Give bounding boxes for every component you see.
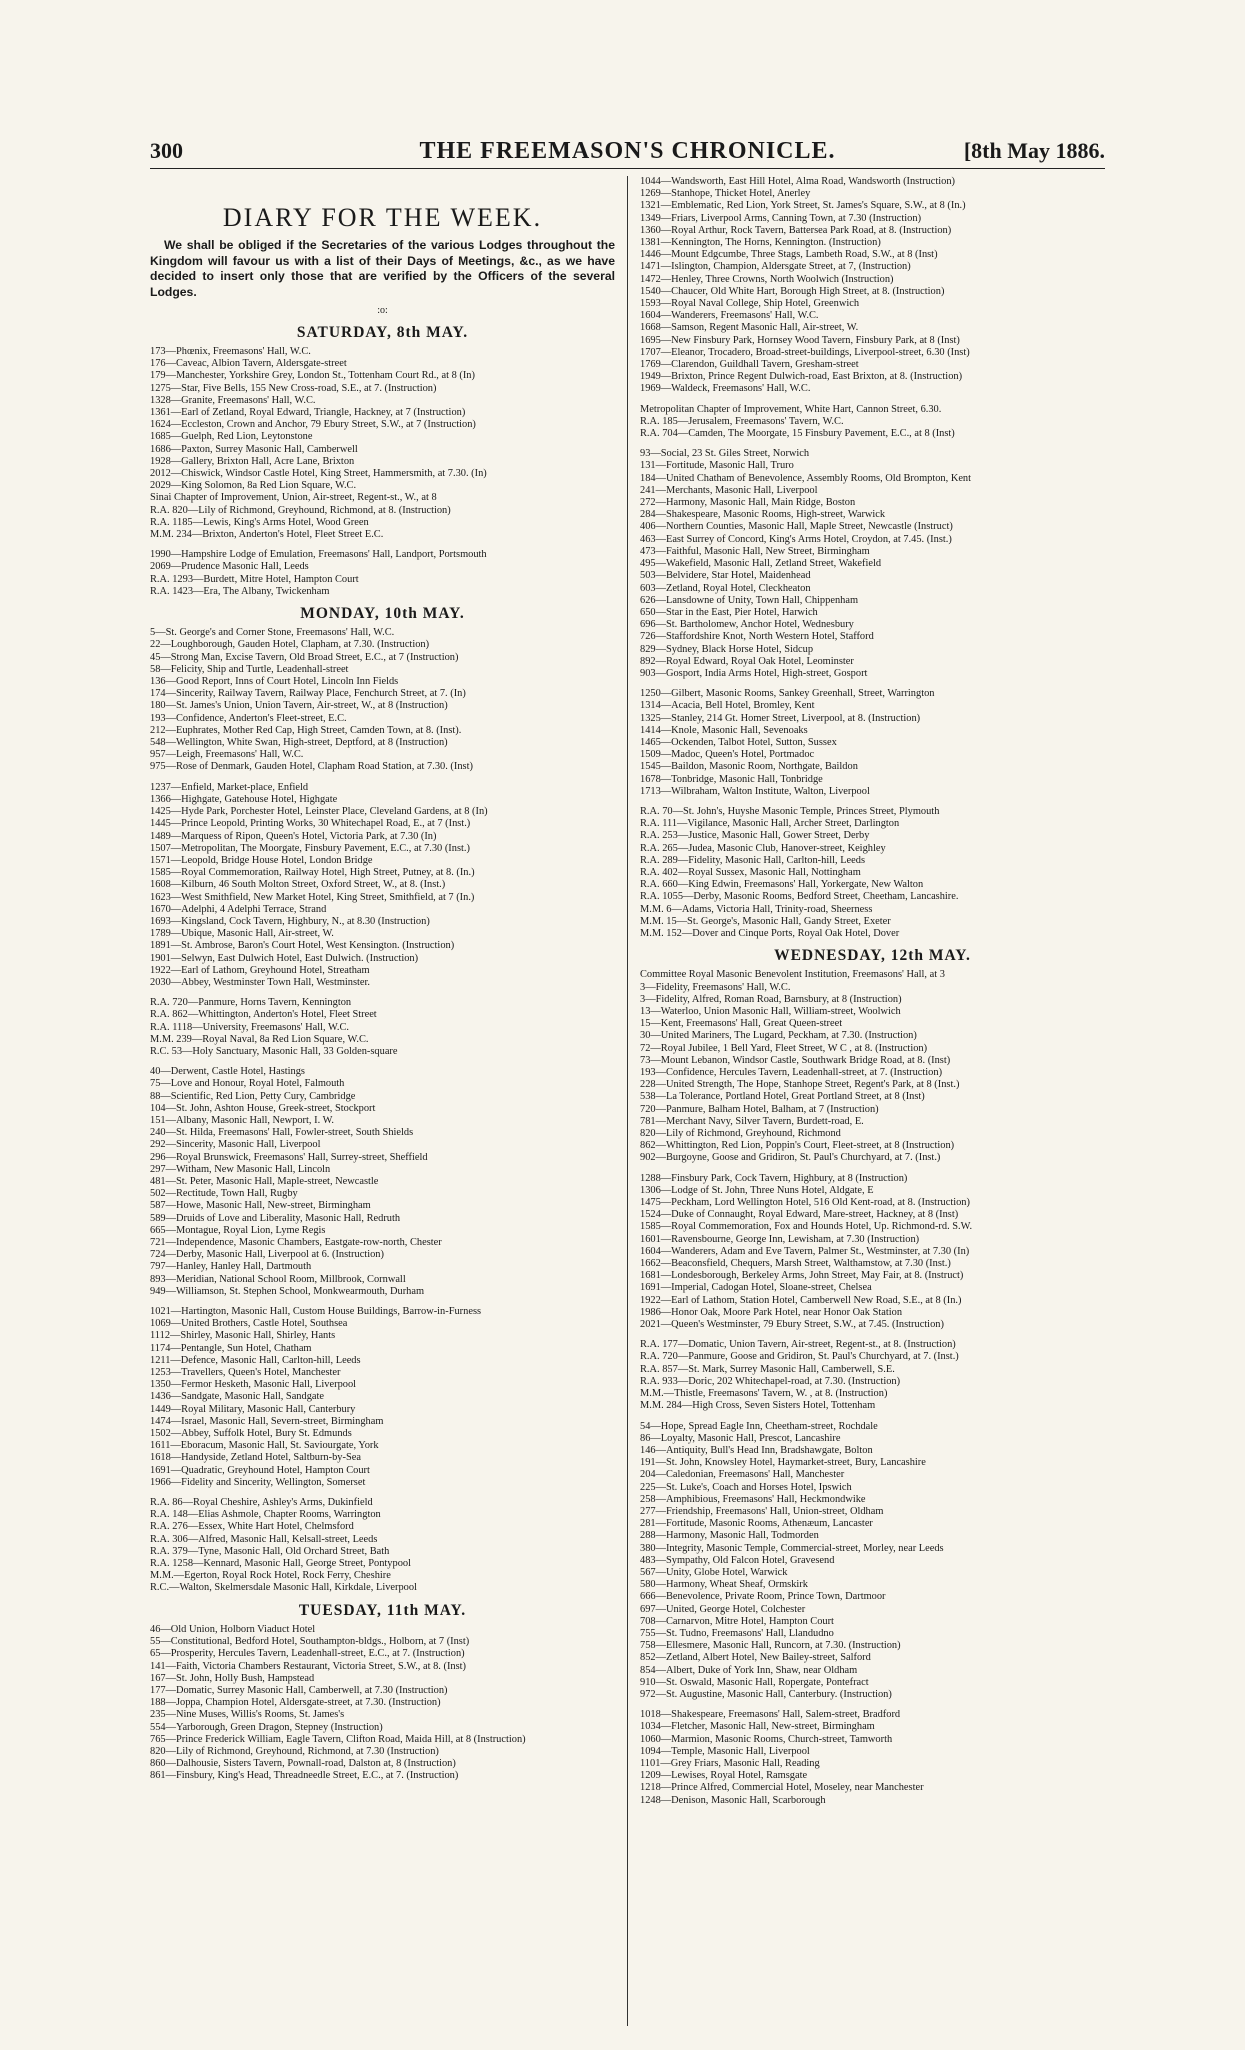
lodge-entry: 258—Amphibious, Freemasons' Hall, Heckmondwike: [640, 1493, 866, 1505]
lodge-entry: 75—Love and Honour, Royal Hotel, Falmouth: [150, 1078, 345, 1090]
lodge-entry: 1446—Mount Edgcumbe, Three Stags, Lambeth Road, S.W., at 8 (Inst): [640, 249, 938, 261]
lodge-entry: 5—St. George's and Corner Stone, Freemasons' Hall, W.C.: [150, 627, 395, 639]
lodge-entry: 2021—Queen's Westminster, 79 Ebury Street, S.W., at 7.45. (Instruction): [640, 1319, 944, 1331]
lodge-entry: 666—Benevolence, Private Room, Prince Town, Dartmoor: [640, 1591, 886, 1603]
lodge-entry: 1018—Shakespeare, Freemasons' Hall, Salem-street, Bradford: [640, 1709, 901, 1721]
lodge-entry: 1769—Clarendon, Guildhall Tavern, Gresham-street: [640, 359, 859, 371]
lodge-entry: 495—Wakefield, Masonic Hall, Zetland Street, Wakefield: [640, 558, 882, 570]
lodge-entry: 228—United Strength, The Hope, Stanhope Street, Regent's Park, at 8 (Inst.): [640, 1079, 960, 1091]
lodge-entry: M.M. 239—Royal Naval, 8a Red Lion Square, W.C.: [150, 1033, 369, 1045]
lodge-entry: R.A. 1118—University, Freemasons' Hall, W.C.: [150, 1021, 349, 1033]
lodge-entry: 93—Social, 23 St. Giles Street, Norwich: [640, 448, 810, 460]
lodge-entry: M.M. 15—St. George's, Masonic Hall, Gandy Street, Exeter: [640, 915, 891, 927]
lodge-entry: 538—La Tolerance, Portland Hotel, Great Portland Street, at 8 (Inst): [640, 1091, 925, 1103]
lodge-entry: 1250—Gilbert, Masonic Rooms, Sankey Greenhall, Street, Warrington: [640, 688, 935, 700]
lodge-entry: 1449—Royal Military, Masonic Hall, Canterbury: [150, 1403, 356, 1415]
lodge-entry: 1034—Fletcher, Masonic Hall, New-street, Birmingham: [640, 1721, 875, 1733]
group-gap: [150, 774, 615, 782]
lodge-entry: 284—Shakespeare, Masonic Rooms, High-street, Warwick: [640, 509, 886, 521]
lodge-entry: 1691—Quadratic, Greyhound Hotel, Hampton Court: [150, 1464, 370, 1476]
lodge-entry: 1585—Royal Commemoration, Fox and Hounds Hotel, Up. Richmond-rd. S.W.: [640, 1221, 973, 1233]
lodge-entry: 1288—Finsbury Park, Cock Tavern, Highbury, at 8 (Instruction): [640, 1172, 908, 1184]
day-heading: TUESDAY, 11th MAY.: [298, 1601, 467, 1619]
group-gap: [150, 989, 615, 997]
lodge-entry: 193—Confidence, Hercules Tavern, Leadenhall-street, at 7. (Instruction): [640, 1067, 943, 1079]
lodge-entry: 650—Star in the East, Pier Hotel, Harwich: [640, 606, 818, 618]
lodge-entry: M.M. 152—Dover and Cinque Ports, Royal Oak Hotel, Dover: [640, 927, 900, 939]
lodge-entry: 1044—Wandsworth, East Hill Hotel, Alma Road, Wandsworth (Instruction): [640, 176, 956, 187]
diary-intro: We shall be obliged if the Secretaries of the various Lodges throughout the Kingdom will favour us with a list of their Days of Meetings, &c., as we have decided to insert only those that are verified by the Officers of the several Lodges.: [150, 238, 615, 299]
lodge-entry: 1691—Imperial, Cadogan Hotel, Sloane-street, Chelsea: [640, 1282, 872, 1294]
lodge-entry: 1465—Ockenden, Talbot Hotel, Sutton, Sussex: [640, 736, 837, 748]
lodge-entry: 3—Fidelity, Alfred, Roman Road, Barnsbury, at 8 (Instruction): [640, 993, 902, 1005]
lodge-entry: R.A. 289—Fidelity, Masonic Hall, Carlton-hill, Leeds: [640, 854, 866, 866]
lodge-entry: 46—Old Union, Holborn Viaduct Hotel: [150, 1623, 316, 1635]
lodge-entry: 1060—Marmion, Masonic Rooms, Church-street, Tamworth: [640, 1733, 893, 1745]
lodge-entry: 726—Staffordshire Knot, North Western Hotel, Stafford: [640, 631, 874, 643]
lodge-entry: R.A. 148—Elias Ashmole, Chapter Rooms, Warrington: [150, 1509, 381, 1521]
lodge-entry: Metropolitan Chapter of Improvement, White Hart, Cannon Street, 6.30.: [640, 403, 942, 415]
lodge-entry: 136—Good Report, Inns of Court Hotel, Lincoln Inn Fields: [150, 676, 399, 688]
lodge-entry: 975—Rose of Denmark, Gauden Hotel, Clapham Road Station, at 7.30. (Inst): [150, 761, 473, 773]
group-gap: [150, 1489, 615, 1497]
lodge-entry: 167—St. John, Holly Bush, Hampstead: [150, 1672, 315, 1684]
lodge-entry: 235—Nine Muses, Willis's Rooms, St. James's: [150, 1709, 345, 1721]
lodge-entry: R.A. 660—King Edwin, Freemasons' Hall, Yorkergate, New Walton: [640, 879, 924, 891]
lodge-entry: 1474—Israel, Masonic Hall, Severn-street, Birmingham: [150, 1415, 384, 1427]
lodge-entry: 1366—Highgate, Gatehouse Hotel, Highgate: [150, 793, 338, 805]
lodge-entry: 188—Joppa, Champion Hotel, Aldersgate-street, at 7.30. (Instruction): [150, 1697, 441, 1709]
lodge-entry: 1414—Knole, Masonic Hall, Sevenoaks: [640, 724, 808, 736]
lodge-entry: 1174—Pentangle, Sun Hotel, Chatham: [150, 1342, 312, 1354]
lodge-entry: 1922—Earl of Lathom, Greyhound Hotel, Streatham: [150, 964, 370, 976]
lodge-entry: 1707—Eleanor, Trocadero, Broad-street-buildings, Liverpool-street, 6.30 (Inst): [640, 346, 970, 358]
lodge-entry: 862—Whittington, Red Lion, Poppin's Court, Fleet-street, at 8 (Instruction): [640, 1140, 955, 1152]
lodge-entry: 292—Sincerity, Masonic Hall, Liverpool: [150, 1139, 321, 1151]
lodge-entry: R.A. 70—St. John's, Huyshe Masonic Temple, Princes Street, Plymouth: [640, 805, 940, 817]
lodge-entry: 151—Albany, Masonic Hall, Newport, I. W.: [150, 1114, 335, 1126]
lodge-entry: 177—Domatic, Surrey Masonic Hall, Camberwell, at 7.30 (Instruction): [150, 1684, 448, 1696]
lodge-entry: R.A. 1185—Lewis, King's Arms Hotel, Wood Green: [150, 516, 369, 528]
lodge-entry: 1253—Travellers, Queen's Hotel, Manchester: [150, 1367, 341, 1379]
lodge-entry: 204—Caledonian, Freemasons' Hall, Manchester: [640, 1469, 845, 1481]
lodge-entry: 957—Leigh, Freemasons' Hall, W.C.: [150, 749, 304, 761]
lodge-entry: 1306—Lodge of St. John, Three Nuns Hotel, Aldgate, E: [640, 1184, 874, 1196]
lodge-entry: 1685—Guelph, Red Lion, Leytonstone: [150, 431, 313, 443]
lodge-entry: R.A. 857—St. Mark, Surrey Masonic Hall, Camberwell, S.E.: [640, 1363, 895, 1375]
lodge-entry: 861—Finsbury, King's Head, Threadneedle Street, E.C., at 7. (Instruction): [150, 1770, 459, 1782]
lodge-entry: 797—Hanley, Hanley Hall, Dartmouth: [150, 1261, 312, 1273]
lodge-entry: 1321—Emblematic, Red Lion, York Street, St. James's Square, S.W., at 8 (In.): [640, 200, 966, 212]
lodge-entry: Committee Royal Masonic Benevolent Institution, Freemasons' Hall, at 3: [640, 969, 945, 981]
group-gap: [640, 1413, 1105, 1421]
lodge-entry: M.M. 284—High Cross, Seven Sisters Hotel, Tottenham: [640, 1400, 876, 1412]
lodge-entry: 1101—Grey Friars, Masonic Hall, Reading: [640, 1757, 820, 1769]
lodge-entry: 191—St. John, Knowsley Hotel, Haymarket-street, Bury, Lancashire: [640, 1457, 926, 1469]
lodge-entry: 758—Ellesmere, Masonic Hall, Runcorn, at 7.30. (Instruction): [640, 1640, 901, 1652]
lodge-entry: R.A. 379—Tyne, Masonic Hall, Old Orchard Street, Bath: [150, 1545, 390, 1557]
lodge-entry: R.A. 86—Royal Cheshire, Ashley's Arms, Dukinfield: [150, 1497, 373, 1509]
lodge-entry: R.A. 1055—Derby, Masonic Rooms, Bedford Street, Cheetham, Lancashire.: [640, 891, 959, 903]
column-divider: [627, 176, 628, 2026]
lodge-entry: 146—Antiquity, Bull's Head Inn, Bradshawgate, Bolton: [640, 1444, 873, 1456]
lodge-entry: 1489—Marquess of Ripon, Queen's Hotel, Victoria Park, at 7.30 (In): [150, 830, 437, 842]
lodge-entry: 1585—Royal Commemoration, Railway Hotel, High Street, Putney, at 8. (In.): [150, 867, 475, 879]
lodge-entry: 1237—Enfield, Market-place, Enfield: [150, 781, 309, 793]
lodge-entry: 720—Panmure, Balham Hotel, Balham, at 7 (Instruction): [640, 1103, 879, 1115]
lodge-entry: M.M.—Thistle, Freemasons' Tavern, W. , at 8. (Instruction): [640, 1388, 888, 1400]
lodge-entry: 58—Felicity, Ship and Turtle, Leadenhall-street: [150, 663, 349, 675]
lodge-entry: 910—St. Oswald, Masonic Hall, Ropergate, Pontefract: [640, 1676, 869, 1688]
lodge-entry: R.A. 704—Camden, The Moorgate, 15 Finsbury Pavement, E.C., at 8 (Inst): [640, 428, 955, 440]
lodge-entry: 1990—Hampshire Lodge of Emulation, Freemasons' Hall, Landport, Portsmouth: [150, 549, 487, 561]
lodge-entry: 1472—Henley, Three Crowns, North Woolwich (Instruction): [640, 273, 894, 285]
lodge-entry: 141—Faith, Victoria Chambers Restaurant, Victoria Street, S.W., at 8. (Inst): [150, 1660, 466, 1672]
header-rule: [150, 168, 1105, 169]
group-gap: [640, 396, 1105, 404]
lodge-entry: 73—Mount Lebanon, Windsor Castle, Southwark Bridge Road, at 8. (Inst): [640, 1054, 951, 1066]
lodge-entry: 1986—Honor Oak, Moore Park Hotel, near Honor Oak Station: [640, 1306, 903, 1318]
lodge-entry: 765—Prince Frederick William, Eagle Tavern, Clifton Road, Maida Hill, at 8 (Instruction): [150, 1733, 526, 1745]
lodge-entry: 854—Albert, Duke of York Inn, Shaw, near Oldham: [640, 1664, 858, 1676]
lodge-entry: 1350—Fermor Hesketh, Masonic Hall, Liverpool: [150, 1379, 357, 1391]
lodge-entry: 1593—Royal Naval College, Ship Hotel, Greenwich: [640, 298, 860, 310]
lodge-entry: 179—Manchester, Yorkshire Grey, London St., Tottenham Court Rd., at 8 (In): [150, 370, 475, 382]
lodge-entry: 892—Royal Edward, Royal Oak Hotel, Leominster: [640, 655, 854, 667]
lodge-entry: 1789—Ubique, Masonic Hall, Air-street, W.: [150, 928, 334, 940]
group-gap: [150, 1058, 615, 1066]
day-heading: WEDNESDAY, 12th MAY.: [774, 947, 971, 965]
section-separator: :o:: [377, 304, 388, 316]
lodge-entry: 72—Royal Jubilee, 1 Bell Yard, Fleet Street, W C , at 8. (Instruction): [640, 1042, 928, 1054]
lodge-entry: M.M.—Egerton, Royal Rock Hotel, Rock Ferry, Cheshire: [150, 1570, 391, 1582]
lodge-entry: 1662—Beaconsfield, Chequers, Marsh Street, Walthamstow, at 7.30 (Inst.): [640, 1258, 951, 1270]
lodge-entry: 1094—Temple, Masonic Hall, Liverpool: [640, 1745, 810, 1757]
lodge-entry: 225—St. Luke's, Coach and Horses Hotel, Ipswich: [640, 1481, 852, 1493]
lodge-entry: 1509—Madoc, Queen's Hotel, Portmadoc: [640, 749, 815, 761]
lodge-entry: 277—Friendship, Freemasons' Hall, Union-street, Oldham: [640, 1505, 884, 1517]
lodge-entry: 1681—Londesborough, Berkeley Arms, John Street, May Fair, at 8. (Instruct): [640, 1270, 964, 1282]
lodge-entry: 241—Merchants, Masonic Hall, Liverpool: [640, 484, 818, 496]
group-gap: [150, 541, 615, 549]
lodge-entry: 860—Dalhousie, Sisters Tavern, Pownall-road, Dalston at, 8 (Instruction): [150, 1758, 456, 1770]
lodge-entry: 1670—Adelphi, 4 Adelphi Terrace, Strand: [150, 903, 327, 915]
lodge-entry: 1507—Metropolitan, The Moorgate, Finsbury Pavement, E.C., at 7.30 (Inst.): [150, 842, 470, 854]
lodge-entry: 755—St. Tudno, Freemasons' Hall, Llandudno: [640, 1627, 834, 1639]
lodge-entry: 1545—Baildon, Masonic Room, Northgate, Baildon: [640, 761, 858, 773]
lodge-entry: 104—St. John, Ashton House, Greek-street, Stockport: [150, 1102, 376, 1114]
group-gap: [640, 680, 1105, 688]
lodge-entry: 1314—Acacia, Bell Hotel, Bromley, Kent: [640, 700, 815, 712]
lodge-entry: 45—Strong Man, Excise Tavern, Old Broad Street, E.C., at 7 (Instruction): [150, 651, 459, 663]
lodge-entry: 626—Lansdowne of Unity, Town Hall, Chippenham: [640, 594, 859, 606]
lodge-entry: 503—Belvidere, Star Hotel, Maidenhead: [640, 570, 811, 582]
lodge-entry: 1069—United Brothers, Castle Hotel, Southsea: [150, 1318, 348, 1330]
lodge-entry: 1678—Tonbridge, Masonic Hall, Tonbridge: [640, 773, 823, 785]
lodge-entry: 580—Harmony, Wheat Sheaf, Ormskirk: [640, 1579, 808, 1591]
lodge-entry: 852—Zetland, Albert Hotel, New Bailey-street, Salford: [640, 1652, 871, 1664]
lodge-entry: R.A. 1423—Era, The Albany, Twickenham: [150, 585, 330, 597]
right-column: [640, 176, 1105, 1807]
lodge-entry: 1445—Prince Leopold, Printing Works, 30 Whitechapel Road, E., at 7 (Inst.): [150, 818, 471, 830]
lodge-entry: 1668—Samson, Regent Masonic Hall, Air-street, W.: [640, 322, 859, 334]
lodge-entry: 724—Derby, Masonic Hall, Liverpool at 6. (Instruction): [150, 1249, 384, 1261]
lodge-entry: 1571—Leopold, Bridge House Hotel, London Bridge: [150, 854, 373, 866]
lodge-entry: 1618—Handyside, Zetland Hotel, Saltburn-by-Sea: [150, 1452, 361, 1464]
group-gap: [640, 1165, 1105, 1173]
lodge-entry: 781—Merchant Navy, Silver Tavern, Burdett-road, E.: [640, 1115, 864, 1127]
lodge-entry: 1325—Stanley, 214 Gt. Homer Street, Liverpool, at 8. (Instruction): [640, 712, 921, 724]
lodge-entry: 1381—Kennington, The Horns, Kennington. (Instruction): [640, 237, 881, 249]
lodge-entry: 1901—Selwyn, East Dulwich Hotel, East Dulwich. (Instruction): [150, 952, 419, 964]
lodge-entry: 1693—Kingsland, Cock Tavern, Highbury, N., at 8.30 (Instruction): [150, 915, 430, 927]
lodge-entry: 2012—Chiswick, Windsor Castle Hotel, King Street, Hammersmith, at 7.30. (In): [150, 468, 487, 480]
lodge-entry: 567—Unity, Globe Hotel, Warwick: [640, 1566, 788, 1578]
lodge-entry: R.A. 720—Panmure, Goose and Gridiron, St. Paul's Churchyard, at 7. (Inst.): [640, 1351, 959, 1363]
lodge-entry: 502—Rectitude, Town Hall, Rugby: [150, 1188, 298, 1200]
lodge-entry: 902—Burgoyne, Goose and Gridiron, St. Paul's Churchyard, at 7. (Inst.): [640, 1152, 941, 1164]
lodge-entry: 1248—Denison, Masonic Hall, Scarborough: [640, 1794, 826, 1806]
lodge-entry: 603—Zetland, Royal Hotel, Cleckheaton: [640, 582, 811, 594]
lodge-entry: 1611—Eboracum, Masonic Hall, St. Saviourgate, York: [150, 1440, 379, 1452]
lodge-entry: 1112—Shirley, Masonic Hall, Shirley, Hants: [150, 1330, 336, 1342]
lodge-entry: 554—Yarborough, Green Dragon, Stepney (Instruction): [150, 1721, 383, 1733]
lodge-entry: 708—Carnarvon, Mitre Hotel, Hampton Court: [640, 1615, 834, 1627]
lodge-entry: 174—Sincerity, Railway Tavern, Railway Place, Fenchurch Street, at 7. (In): [150, 688, 466, 700]
left-column: [150, 176, 615, 1783]
lodge-entry: 86—Loyalty, Masonic Hall, Prescot, Lancashire: [640, 1432, 841, 1444]
lodge-entry: R.A. 1258—Kennard, Masonic Hall, George Street, Pontypool: [150, 1558, 411, 1570]
day-heading: SATURDAY, 8th MAY.: [296, 323, 469, 341]
lodge-entry: 1608—Kilburn, 46 South Molton Street, Oxford Street, W., at 8. (Inst.): [150, 879, 446, 891]
lodge-entry: Sinai Chapter of Improvement, Union, Air-street, Regent-st., W., at 8: [150, 492, 437, 504]
lodge-entry: R.A. 933—Doric, 202 Whitechapel-road, at 7.30. (Instruction): [640, 1375, 901, 1387]
lodge-entry: 587—Howe, Masonic Hall, New-street, Birmingham: [150, 1200, 371, 1212]
group-gap: [150, 1298, 615, 1306]
lodge-entry: R.A. 253—Justice, Masonic Hall, Gower Street, Derby: [640, 830, 870, 842]
lodge-entry: 193—Confidence, Anderton's Fleet-street, E.C.: [150, 712, 347, 724]
lodge-entry: 1361—Earl of Zetland, Royal Edward, Triangle, Hackney, at 7 (Instruction): [150, 407, 466, 418]
lodge-entry: 173—Phœnix, Freemasons' Hall, W.C.: [150, 345, 311, 357]
diary-title: DIARY FOR THE WEEK.: [222, 203, 543, 232]
page-number: 300: [150, 138, 183, 163]
lodge-entry: R.C.—Walton, Skelmersdale Masonic Hall, Kirkdale, Liverpool: [150, 1582, 417, 1594]
lodge-entry: R.A. 862—Whittington, Anderton's Hotel, Fleet Street: [150, 1009, 377, 1021]
lodge-entry: 1021—Hartington, Masonic Hall, Custom House Buildings, Barrow-in-Furness: [150, 1306, 482, 1318]
lodge-entry: 481—St. Peter, Masonic Hall, Maple-street, Newcastle: [150, 1175, 379, 1187]
lodge-entry: 1713—Wilbraham, Walton Institute, Walton, Liverpool: [640, 785, 870, 797]
lodge-entry: 1328—Granite, Freemasons' Hall, W.C.: [150, 394, 316, 406]
lodge-entry: R.A. 265—Judea, Masonic Club, Hanover-street, Keighley: [640, 842, 886, 854]
lodge-entry: 297—Witham, New Masonic Hall, Lincoln: [150, 1163, 331, 1175]
lodge-entry: 1601—Ravensbourne, George Inn, Lewisham, at 7.30 (Instruction): [640, 1233, 920, 1245]
lodge-entry: 1502—Abbey, Suffolk Hotel, Bury St. Edmunds: [150, 1428, 352, 1440]
lodge-entry: 1471—Islington, Champion, Aldersgate Street, at 7, (Instruction): [640, 261, 911, 273]
lodge-entry: 972—St. Augustine, Masonic Hall, Canterbury. (Instruction): [640, 1688, 892, 1700]
group-gap: [640, 1701, 1105, 1709]
lodge-entry: 820—Lily of Richmond, Greyhound, Richmond, at 7.30 (Instruction): [150, 1745, 439, 1757]
lodge-entry: 1360—Royal Arthur, Rock Tavern, Battersea Park Road, at 8. (Instruction): [640, 224, 952, 236]
lodge-entry: 483—Sympathy, Old Falcon Hotel, Gravesend: [640, 1554, 835, 1566]
lodge-entry: 1624—Eccleston, Crown and Anchor, 79 Ebury Street, S.W., at 7 (Instruction): [150, 419, 476, 431]
lodge-entry: 589—Druids of Love and Liberality, Masonic Hall, Redruth: [150, 1212, 401, 1224]
lodge-entry: 1211—Defence, Masonic Hall, Carlton-hill, Leeds: [150, 1354, 361, 1366]
lodge-entry: 296—Royal Brunswick, Freemasons' Hall, Surrey-street, Sheffield: [150, 1151, 428, 1163]
lodge-entry: 949—Williamson, St. Stephen School, Monkwearmouth, Durham: [150, 1285, 425, 1297]
lodge-entry: M.M. 234—Brixton, Anderton's Hotel, Fleet Street E.C.: [150, 529, 384, 541]
lodge-entry: R.A. 111—Vigilance, Masonic Hall, Archer Street, Darlington: [640, 818, 900, 830]
lodge-entry: 2030—Abbey, Westminster Town Hall, Westminster.: [150, 976, 371, 988]
lodge-entry: 13—Waterloo, Union Masonic Hall, William-street, Woolwich: [640, 1006, 901, 1017]
lodge-entry: 380—Integrity, Masonic Temple, Commercial-street, Morley, near Leeds: [640, 1542, 944, 1554]
lodge-entry: 3—Fidelity, Freemasons' Hall, W.C.: [640, 981, 791, 993]
lodge-entry: 721—Independence, Masonic Chambers, Eastgate-row-north, Chester: [150, 1237, 442, 1248]
lodge-entry: 1966—Fidelity and Sincerity, Wellington, Somerset: [150, 1476, 366, 1488]
lodge-entry: 1209—Lewises, Royal Hotel, Ramsgate: [640, 1770, 808, 1782]
lodge-entry: 281—Fortitude, Masonic Rooms, Athenæum, Lancaster: [640, 1518, 873, 1530]
lodge-entry: 1349—Friars, Liverpool Arms, Canning Town, at 7.30 (Instruction): [640, 212, 922, 224]
masthead-title: THE FREEMASON'S CHRONICLE.: [419, 138, 836, 164]
group-gap: [640, 1331, 1105, 1339]
lodge-entry: 184—United Chatham of Benevolence, Assembly Rooms, Old Brompton, Kent: [640, 472, 972, 484]
lodge-entry: M.M. 6—Adams, Victoria Hall, Trinity-road, Sheerness: [640, 903, 873, 915]
lodge-entry: 406—Northern Counties, Masonic Hall, Maple Street, Newcastle (Instruct): [640, 521, 953, 533]
lodge-entry: 820—Lily of Richmond, Greyhound, Richmond: [640, 1128, 841, 1140]
lodge-entry: 1218—Prince Alfred, Commercial Hotel, Moseley, near Manchester: [640, 1782, 924, 1794]
lodge-entry: 40—Derwent, Castle Hotel, Hastings: [150, 1066, 305, 1078]
lodge-entry: 1604—Wanderers, Freemasons' Hall, W.C.: [640, 310, 819, 322]
lodge-entry: 1891—St. Ambrose, Baron's Court Hotel, West Kensington. (Instruction): [150, 940, 455, 952]
lodge-entry: 54—Hope, Spread Eagle Inn, Cheetham-street, Rochdale: [640, 1420, 878, 1432]
day-heading: MONDAY, 10th MAY.: [300, 605, 465, 623]
lodge-entry: 272—Harmony, Masonic Hall, Main Ridge, Boston: [640, 497, 856, 509]
lodge-entry: 1425—Hyde Park, Porchester Hotel, Leinster Place, Cleveland Gardens, at 8 (In): [150, 806, 488, 818]
lodge-entry: 1524—Duke of Connaught, Royal Edward, Mare-street, Hackney, at 8 (Inst): [640, 1209, 959, 1221]
lodge-entry: 180—St. James's Union, Union Tavern, Air-street, W., at 8 (Instruction): [150, 700, 448, 712]
lodge-entry: 696—St. Bartholomew, Anchor Hotel, Wednesbury: [640, 619, 854, 631]
lodge-entry: 1928—Gallery, Brixton Hall, Acre Lane, Brixton: [150, 455, 355, 467]
lodge-entry: 473—Faithful, Masonic Hall, New Street, Birmingham: [640, 545, 870, 557]
lodge-entry: 1623—West Smithfield, New Market Hotel, King Street, Smithfield, at 7 (In.): [150, 891, 475, 903]
lodge-entry: 697—United, George Hotel, Colchester: [640, 1603, 806, 1615]
lodge-entry: 15—Kent, Freemasons' Hall, Great Queen-street: [640, 1018, 843, 1030]
lodge-entry: 55—Constitutional, Bedford Hotel, Southampton-bldgs., Holborn, at 7 (Inst): [150, 1636, 470, 1648]
page-header: [150, 138, 1105, 164]
lodge-entry: 1969—Waldeck, Freemasons' Hall, W.C.: [640, 383, 811, 395]
group-gap: [640, 440, 1105, 448]
lodge-entry: R.A. 185—Jerusalem, Freemasons' Tavern, W.C.: [640, 415, 844, 427]
lodge-entry: 212—Euphrates, Mother Red Cap, High Street, Camden Town, at 8. (Inst).: [150, 724, 462, 736]
lodge-entry: 1275—Star, Five Bells, 155 New Cross-road, S.E., at 7. (Instruction): [150, 382, 437, 394]
lodge-entry: 88—Scientific, Red Lion, Petty Cury, Cambridge: [150, 1090, 356, 1102]
lodge-entry: 65—Prosperity, Hercules Tavern, Leadenhall-street, E.C., at 7. (Instruction): [150, 1648, 465, 1660]
lodge-entry: 1686—Paxton, Surrey Masonic Hall, Camberwell: [150, 443, 358, 455]
lodge-entry: 240—St. Hilda, Freemasons' Hall, Fowler-street, South Shields: [150, 1127, 414, 1139]
lodge-entry: 1604—Wanderers, Adam and Eve Tavern, Palmer St., Westminster, at 7.30 (In): [640, 1245, 970, 1257]
issue-date: [8th May 1886.: [963, 138, 1105, 163]
lodge-entry: 1949—Brixton, Prince Regent Dulwich-road, East Brixton, at 8. (Instruction): [640, 371, 963, 383]
lodge-entry: 1269—Stanhope, Thicket Hotel, Anerley: [640, 188, 811, 200]
lodge-entry: 176—Caveac, Albion Tavern, Aldersgate-street: [150, 358, 347, 370]
lodge-entry: R.A. 1293—Burdett, Mitre Hotel, Hampton Court: [150, 573, 359, 585]
lodge-entry: 829—Sydney, Black Horse Hotel, Sidcup: [640, 643, 814, 655]
lodge-entry: 893—Meridian, National School Room, Millbrook, Cornwall: [150, 1273, 406, 1285]
lodge-entry: R.A. 720—Panmure, Horns Tavern, Kennington: [150, 997, 352, 1009]
lodge-entry: 2069—Prudence Masonic Hall, Leeds: [150, 561, 309, 573]
lodge-entry: R.A. 402—Royal Sussex, Masonic Hall, Nottingham: [640, 866, 861, 878]
lodge-entry: 288—Harmony, Masonic Hall, Todmorden: [640, 1530, 819, 1542]
lodge-entry: R.A. 276—Essex, White Hart Hotel, Chelmsford: [150, 1521, 354, 1533]
lodge-entry: 30—United Mariners, The Lugard, Peckham, at 7.30. (Instruction): [640, 1030, 917, 1042]
lodge-entry: R.A. 177—Domatic, Union Tavern, Air-street, Regent-st., at 8. (Instruction): [640, 1339, 956, 1351]
lodge-entry: 2029—King Solomon, 8a Red Lion Square, W.C.: [150, 480, 357, 492]
lodge-entry: R.A. 306—Alfred, Masonic Hall, Kelsall-street, Leeds: [150, 1533, 378, 1545]
lodge-entry: 131—Fortitude, Masonic Hall, Truro: [640, 460, 794, 472]
lodge-entry: 463—East Surrey of Concord, King's Arms Hotel, Croydon, at 7.45. (Inst.): [640, 533, 952, 545]
lodge-entry: 1436—Sandgate, Masonic Hall, Sandgate: [150, 1391, 325, 1403]
lodge-entry: 665—Montague, Royal Lion, Lyme Regis: [150, 1224, 326, 1236]
lodge-entry: 548—Wellington, White Swan, High-street, Deptford, at 8 (Instruction): [150, 737, 448, 749]
lodge-entry: R.C. 53—Holy Sanctuary, Masonic Hall, 33 Golden-square: [150, 1045, 398, 1057]
lodge-entry: 1475—Peckham, Lord Wellington Hotel, 516 Old Kent-road, at 8. (Instruction): [640, 1197, 970, 1209]
lodge-entry: R.A. 820—Lily of Richmond, Greyhound, Richmond, at 8. (Instruction): [150, 504, 451, 516]
lodge-entry: 1540—Chaucer, Old White Hart, Borough High Street, at 8. (Instruction): [640, 285, 945, 297]
lodge-entry: 1695—New Finsbury Park, Hornsey Wood Tavern, Finsbury Park, at 8 (Inst): [640, 334, 960, 346]
lodge-entry: 22—Loughborough, Gauden Hotel, Clapham, at 7.30. (Instruction): [150, 639, 430, 651]
lodge-entry: 1922—Earl of Lathom, Station Hotel, Camberwell New Road, S.E., at 8 (In.): [640, 1294, 962, 1306]
lodge-entry: 903—Gosport, India Arms Hotel, High-street, Gosport: [640, 667, 868, 679]
group-gap: [640, 798, 1105, 806]
